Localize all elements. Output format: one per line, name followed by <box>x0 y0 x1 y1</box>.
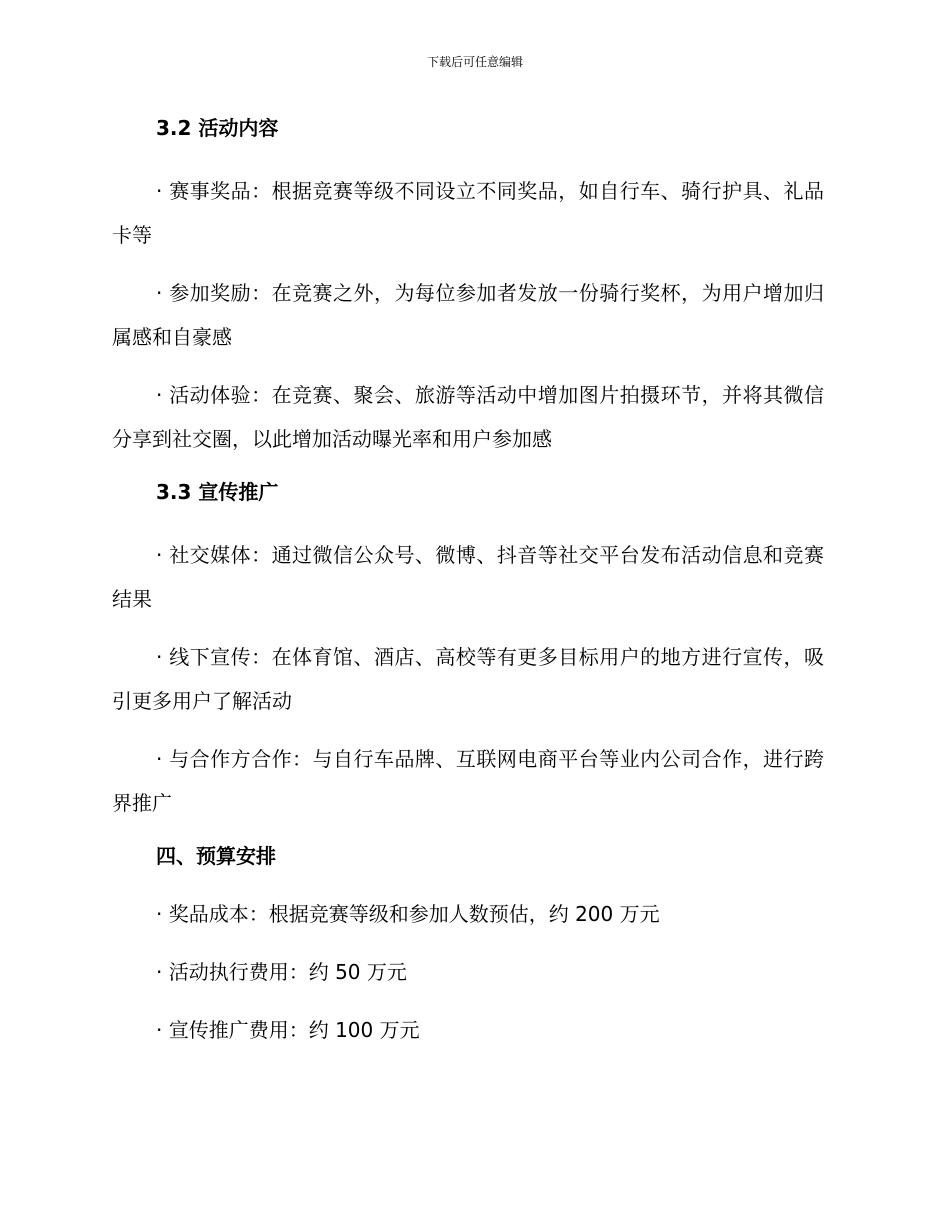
section-heading-activity-content: 3.2 活动内容 <box>156 116 279 140</box>
section-heading-budget: 四、预算安排 <box>156 844 276 868</box>
paragraph-promotion-cost: · 宣传推广费用：约 100 万元 <box>156 1018 420 1042</box>
paragraph-participation-rewards: · 参加奖励：在竞赛之外，为每位参加者发放一份骑行奖杯，为用户增加归属感和自豪感 <box>112 281 824 349</box>
paragraph-event-prizes: · 赛事奖品：根据竞赛等级不同设立不同奖品，如自行车、骑行护具、礼品卡等 <box>112 179 824 247</box>
paragraph-activity-experience: · 活动体验：在竞赛、聚会、旅游等活动中增加图片拍摄环节，并将其微信分享到社交圈，以此增加活动曝光率和用户参加感 <box>112 383 824 451</box>
paragraph-execution-cost: · 活动执行费用：约 50 万元 <box>156 960 407 984</box>
document-body <box>112 111 824 1071</box>
section-heading-promotion: 3.3 宣传推广 <box>156 480 279 504</box>
page-header: 下载后可任意编辑 <box>426 55 523 69</box>
paragraph-social-media: · 社交媒体：通过微信公众号、微博、抖音等社交平台发布活动信息和竞赛结果 <box>112 543 824 611</box>
paragraph-prize-cost: · 奖品成本：根据竞赛等级和参加人数预估，约 200 万元 <box>156 902 660 926</box>
paragraph-offline-promotion: · 线下宣传：在体育馆、酒店、高校等有更多目标用户的地方进行宣传，吸引更多用户了解活动 <box>112 645 824 713</box>
paragraph-partner-cooperation: · 与合作方合作：与自行车品牌、互联网电商平台等业内公司合作，进行跨界推广 <box>112 747 824 815</box>
